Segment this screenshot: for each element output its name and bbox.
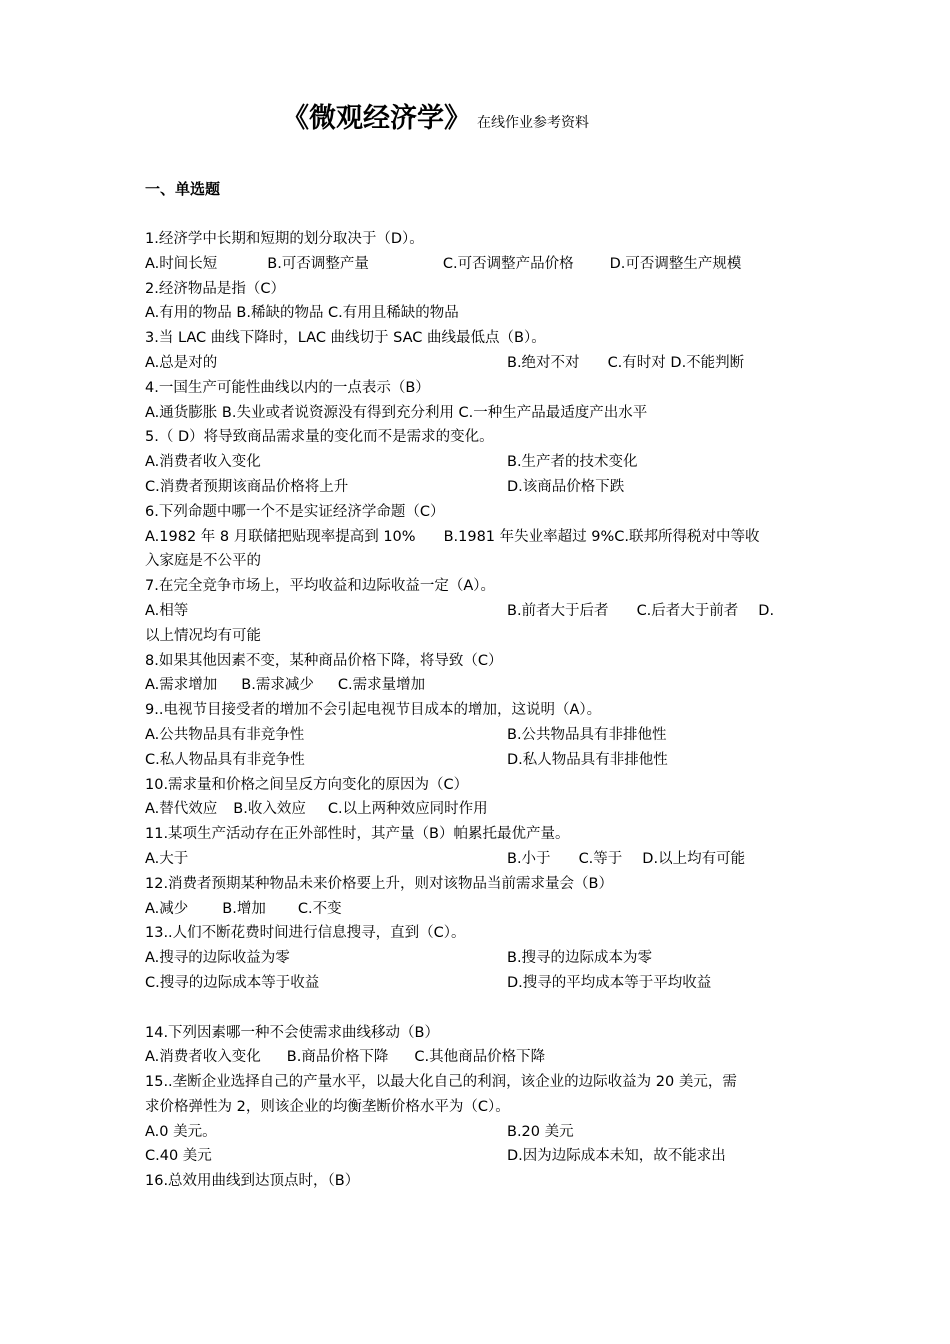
option: A.替代效应 bbox=[145, 801, 218, 818]
section-heading: 一、单选题 bbox=[145, 180, 221, 198]
option: B.1981 年失业率超过 9%C.联邦所得税对中等收 bbox=[443, 528, 760, 545]
option: B.需求减少 bbox=[241, 677, 314, 694]
question-16: 16.总效用曲线到达顶点时，（B） bbox=[145, 1173, 360, 1190]
option: D. bbox=[758, 602, 775, 619]
question-11-options bbox=[145, 847, 813, 872]
question-8-options bbox=[145, 673, 813, 698]
question-list bbox=[145, 227, 813, 1194]
question-10: 10.需求量和价格之间呈反方向变化的原因为（C） bbox=[145, 776, 469, 793]
option: B.商品价格下降 bbox=[286, 1049, 389, 1066]
option: A.时间长短 bbox=[145, 255, 218, 272]
question-10-options bbox=[145, 797, 813, 822]
option: A.消费者收入变化 bbox=[145, 1049, 261, 1066]
question-14: 14.下列因素哪一种不会使需求曲线移动（B） bbox=[145, 1024, 440, 1041]
option: C.其他商品价格下降 bbox=[414, 1049, 546, 1066]
option: B.公共物品具有非排他性 bbox=[507, 726, 667, 743]
question-8: 8.如果其他因素不变，某种商品价格下降，将导致（C） bbox=[145, 652, 503, 669]
option: B.增加 bbox=[222, 900, 266, 917]
option: C.等于 bbox=[578, 850, 623, 867]
option: A.消费者收入变化 bbox=[145, 454, 261, 471]
option: B.搜寻的边际成本为零 bbox=[507, 950, 653, 967]
question-15-options-row-1 bbox=[145, 1120, 813, 1145]
question-4-options: A.通货膨胀 B.失业或者说资源没有得到充分利用 C.一种生产品最适度产出水平 bbox=[145, 404, 648, 421]
option: A.减少 bbox=[145, 900, 189, 917]
question-15-options-row-2 bbox=[145, 1144, 813, 1169]
option: D.该商品价格下跌 bbox=[507, 478, 625, 495]
option: A.相等 bbox=[145, 602, 189, 619]
option-column-2 bbox=[507, 351, 744, 376]
option: B.绝对不对 bbox=[507, 354, 580, 371]
question-13: 13..人们不断花费时间进行信息搜寻，直到（C）。 bbox=[145, 925, 466, 942]
option: D.因为边际成本未知，故不能求出 bbox=[507, 1148, 726, 1165]
option: C.以上两种效应同时作用 bbox=[327, 801, 488, 818]
question-13-options-row-2 bbox=[145, 971, 813, 996]
question-2: 2.经济物品是指（C） bbox=[145, 280, 285, 297]
option: A.1982 年 8 月联储把贴现率提高到 10% bbox=[145, 528, 416, 545]
option: C.搜寻的边际成本等于收益 bbox=[145, 974, 320, 991]
option: C.可否调整产品价格 bbox=[442, 255, 574, 272]
option-column-2 bbox=[507, 599, 774, 624]
blank-line bbox=[145, 996, 813, 1021]
question-4: 4.一国生产可能性曲线以内的一点表示（B） bbox=[145, 379, 430, 396]
question-5-options-row-2 bbox=[145, 475, 813, 500]
question-3: 3.当 LAC 曲线下降时，LAC 曲线切于 SAC 曲线最低点（B）。 bbox=[145, 330, 546, 347]
option: C.后者大于前者 bbox=[636, 602, 739, 619]
question-1-options bbox=[145, 252, 813, 277]
option: D.可否调整生产规模 bbox=[609, 255, 742, 272]
option: A.总是对的 bbox=[145, 354, 218, 371]
option: B.收入效应 bbox=[233, 801, 306, 818]
question-5: 5.（ D）将导致商品需求量的变化而不是需求的变化。 bbox=[145, 429, 494, 446]
option: C.消费者预期该商品价格将上升 bbox=[145, 478, 349, 495]
document-title bbox=[282, 96, 589, 135]
question-9-options-row-1 bbox=[145, 723, 813, 748]
question-14-options bbox=[145, 1045, 813, 1070]
question-6-options bbox=[145, 525, 813, 550]
question-3-options bbox=[145, 351, 813, 376]
question-1: 1.经济学中长期和短期的划分取决于（D）。 bbox=[145, 231, 424, 247]
option: A.需求增加 bbox=[145, 677, 218, 694]
question-6: 6.下列命题中哪一个不是实证经济学命题（C） bbox=[145, 503, 445, 520]
question-11: 11.某项生产活动存在正外部性时，其产量（B）帕累托最优产量。 bbox=[145, 826, 570, 843]
question-7: 7.在完全竞争市场上，平均收益和边际收益一定（A）。 bbox=[145, 578, 496, 595]
option-column-2 bbox=[507, 847, 745, 872]
question-15: 15..垄断企业选择自己的产量水平，以最大化自己的利润，该企业的边际收益为 20 美元，需 bbox=[145, 1074, 737, 1091]
option: B.可否调整产量 bbox=[267, 255, 369, 272]
question-12: 12.消费者预期某种物品未来价格要上升，则对该物品当前需求量会（B） bbox=[145, 875, 614, 892]
option: B.生产者的技术变化 bbox=[507, 454, 638, 471]
option: B.20 美元 bbox=[507, 1123, 574, 1140]
question-5-options-row-1 bbox=[145, 450, 813, 475]
question-12-options bbox=[145, 897, 813, 922]
option: D.私人物品具有非排他性 bbox=[507, 751, 668, 768]
question-6-options-cont: 入家庭是不公平的 bbox=[145, 553, 261, 570]
option: A.搜寻的边际收益为零 bbox=[145, 950, 290, 967]
question-7-options-cont: 以上情况均有可能 bbox=[145, 627, 261, 644]
option: C.不变 bbox=[297, 900, 342, 917]
question-9-options-row-2 bbox=[145, 748, 813, 773]
option: A.公共物品具有非竞争性 bbox=[145, 726, 305, 743]
question-2-options: A.有用的物品 B.稀缺的物品 C.有用且稀缺的物品 bbox=[145, 305, 459, 322]
question-15-cont: 求价格弹性为 2，则该企业的均衡垄断价格水平为（C）。 bbox=[145, 1098, 510, 1115]
option: C.需求量增加 bbox=[337, 677, 426, 694]
option: B.小于 bbox=[507, 850, 551, 867]
title-main: 《微观经济学》 bbox=[282, 103, 471, 134]
option: C.私人物品具有非竞争性 bbox=[145, 751, 305, 768]
option: A.0 美元。 bbox=[145, 1123, 217, 1140]
question-9: 9..电视节目接受者的增加不会引起电视节目成本的增加，这说明（A）。 bbox=[145, 702, 602, 719]
option: C.40 美元 bbox=[145, 1148, 212, 1165]
option: A.大于 bbox=[145, 850, 189, 867]
question-7-options bbox=[145, 599, 813, 624]
option: C.有时对 D.不能判断 bbox=[607, 354, 745, 371]
title-subtitle: 在线作业参考资料 bbox=[477, 115, 589, 131]
option: D.以上均有可能 bbox=[642, 850, 746, 867]
option: B.前者大于后者 bbox=[507, 602, 609, 619]
option: D.搜寻的平均成本等于平均收益 bbox=[507, 974, 712, 991]
question-13-options-row-1 bbox=[145, 946, 813, 971]
